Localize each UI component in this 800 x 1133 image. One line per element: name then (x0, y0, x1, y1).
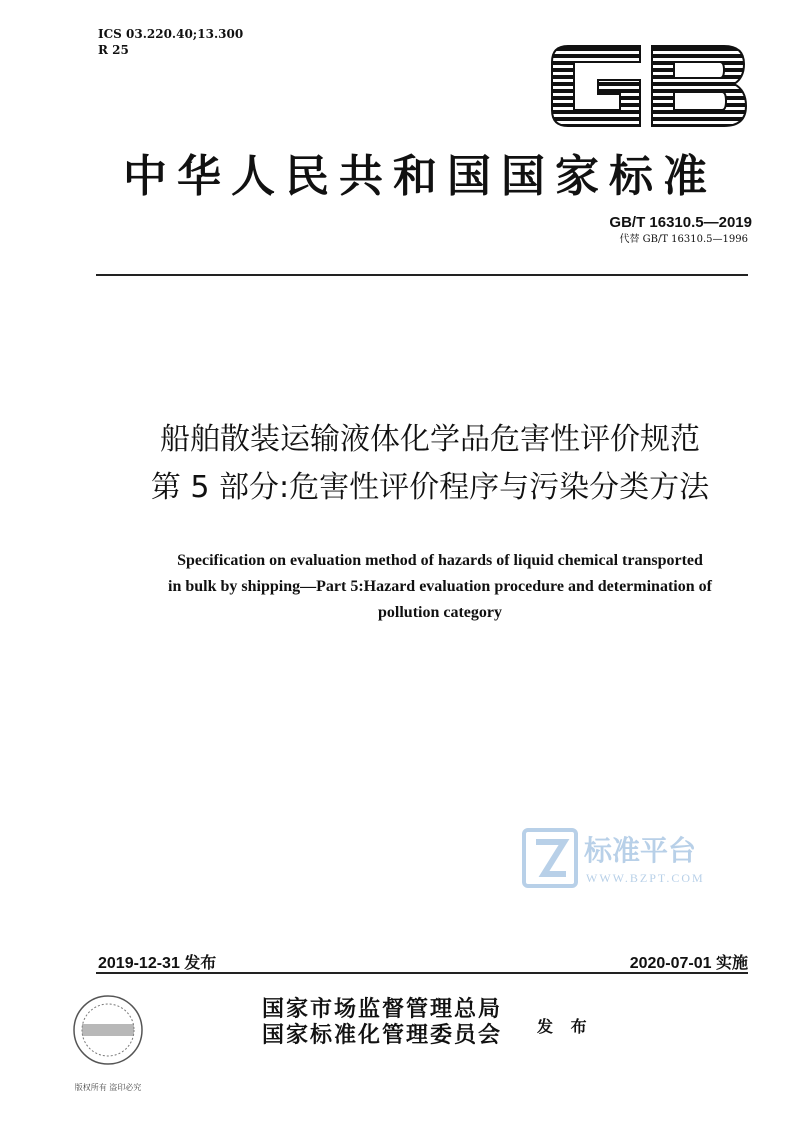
footer-divider (96, 972, 748, 974)
classification-codes (98, 26, 243, 58)
national-standard-title: 中华人民共和国国家标准 (123, 151, 717, 202)
issuer-2: 国家标准化管理委员会 (262, 1022, 503, 1048)
english-title (80, 548, 800, 626)
watermark-name: 标准平台 (584, 834, 697, 867)
chinese-title-line-2: 第 5 部分:危害性评价程序与污染分类方法 (150, 470, 710, 505)
watermark-url: WWW.BZPT.COM (586, 871, 705, 885)
english-title-line-1: Specification on evaluation method of hazards of liquid chemical transported (177, 552, 703, 569)
replaces-standard: 代替 GB/T 16310.5—1996 (619, 234, 748, 245)
logo-text: GB (648, 130, 650, 131)
english-title-line-2: in bulk by shipping—Part 5:Hazard evaluation procedure and determination of (168, 578, 712, 595)
issuer-1: 国家市场监督管理总局 (262, 996, 503, 1022)
ics-code: ICS 03.220.40;13.300 (98, 27, 244, 41)
header-divider (96, 274, 748, 276)
watermark-logo (522, 826, 742, 892)
ccs-code: R 25 (98, 43, 129, 57)
issuing-authorities (262, 996, 502, 1048)
gb-logo (548, 40, 748, 132)
chinese-title-line-1: 船舶散装运输液体化学品危害性评价规范 (160, 422, 700, 457)
standard-number: GB/T 16310.5—2019 (609, 214, 752, 231)
stamp-text: 版权所有 盗印必究 (74, 1083, 142, 1092)
english-title-line-3: pollution category (378, 604, 502, 621)
issue-date: 2019-12-31 发布 (98, 955, 217, 972)
implementation-date: 2020-07-01 实施 (629, 955, 748, 972)
copyright-stamp (62, 990, 154, 1100)
publish-label: 发 布 (537, 1017, 593, 1036)
chinese-title (60, 416, 800, 512)
